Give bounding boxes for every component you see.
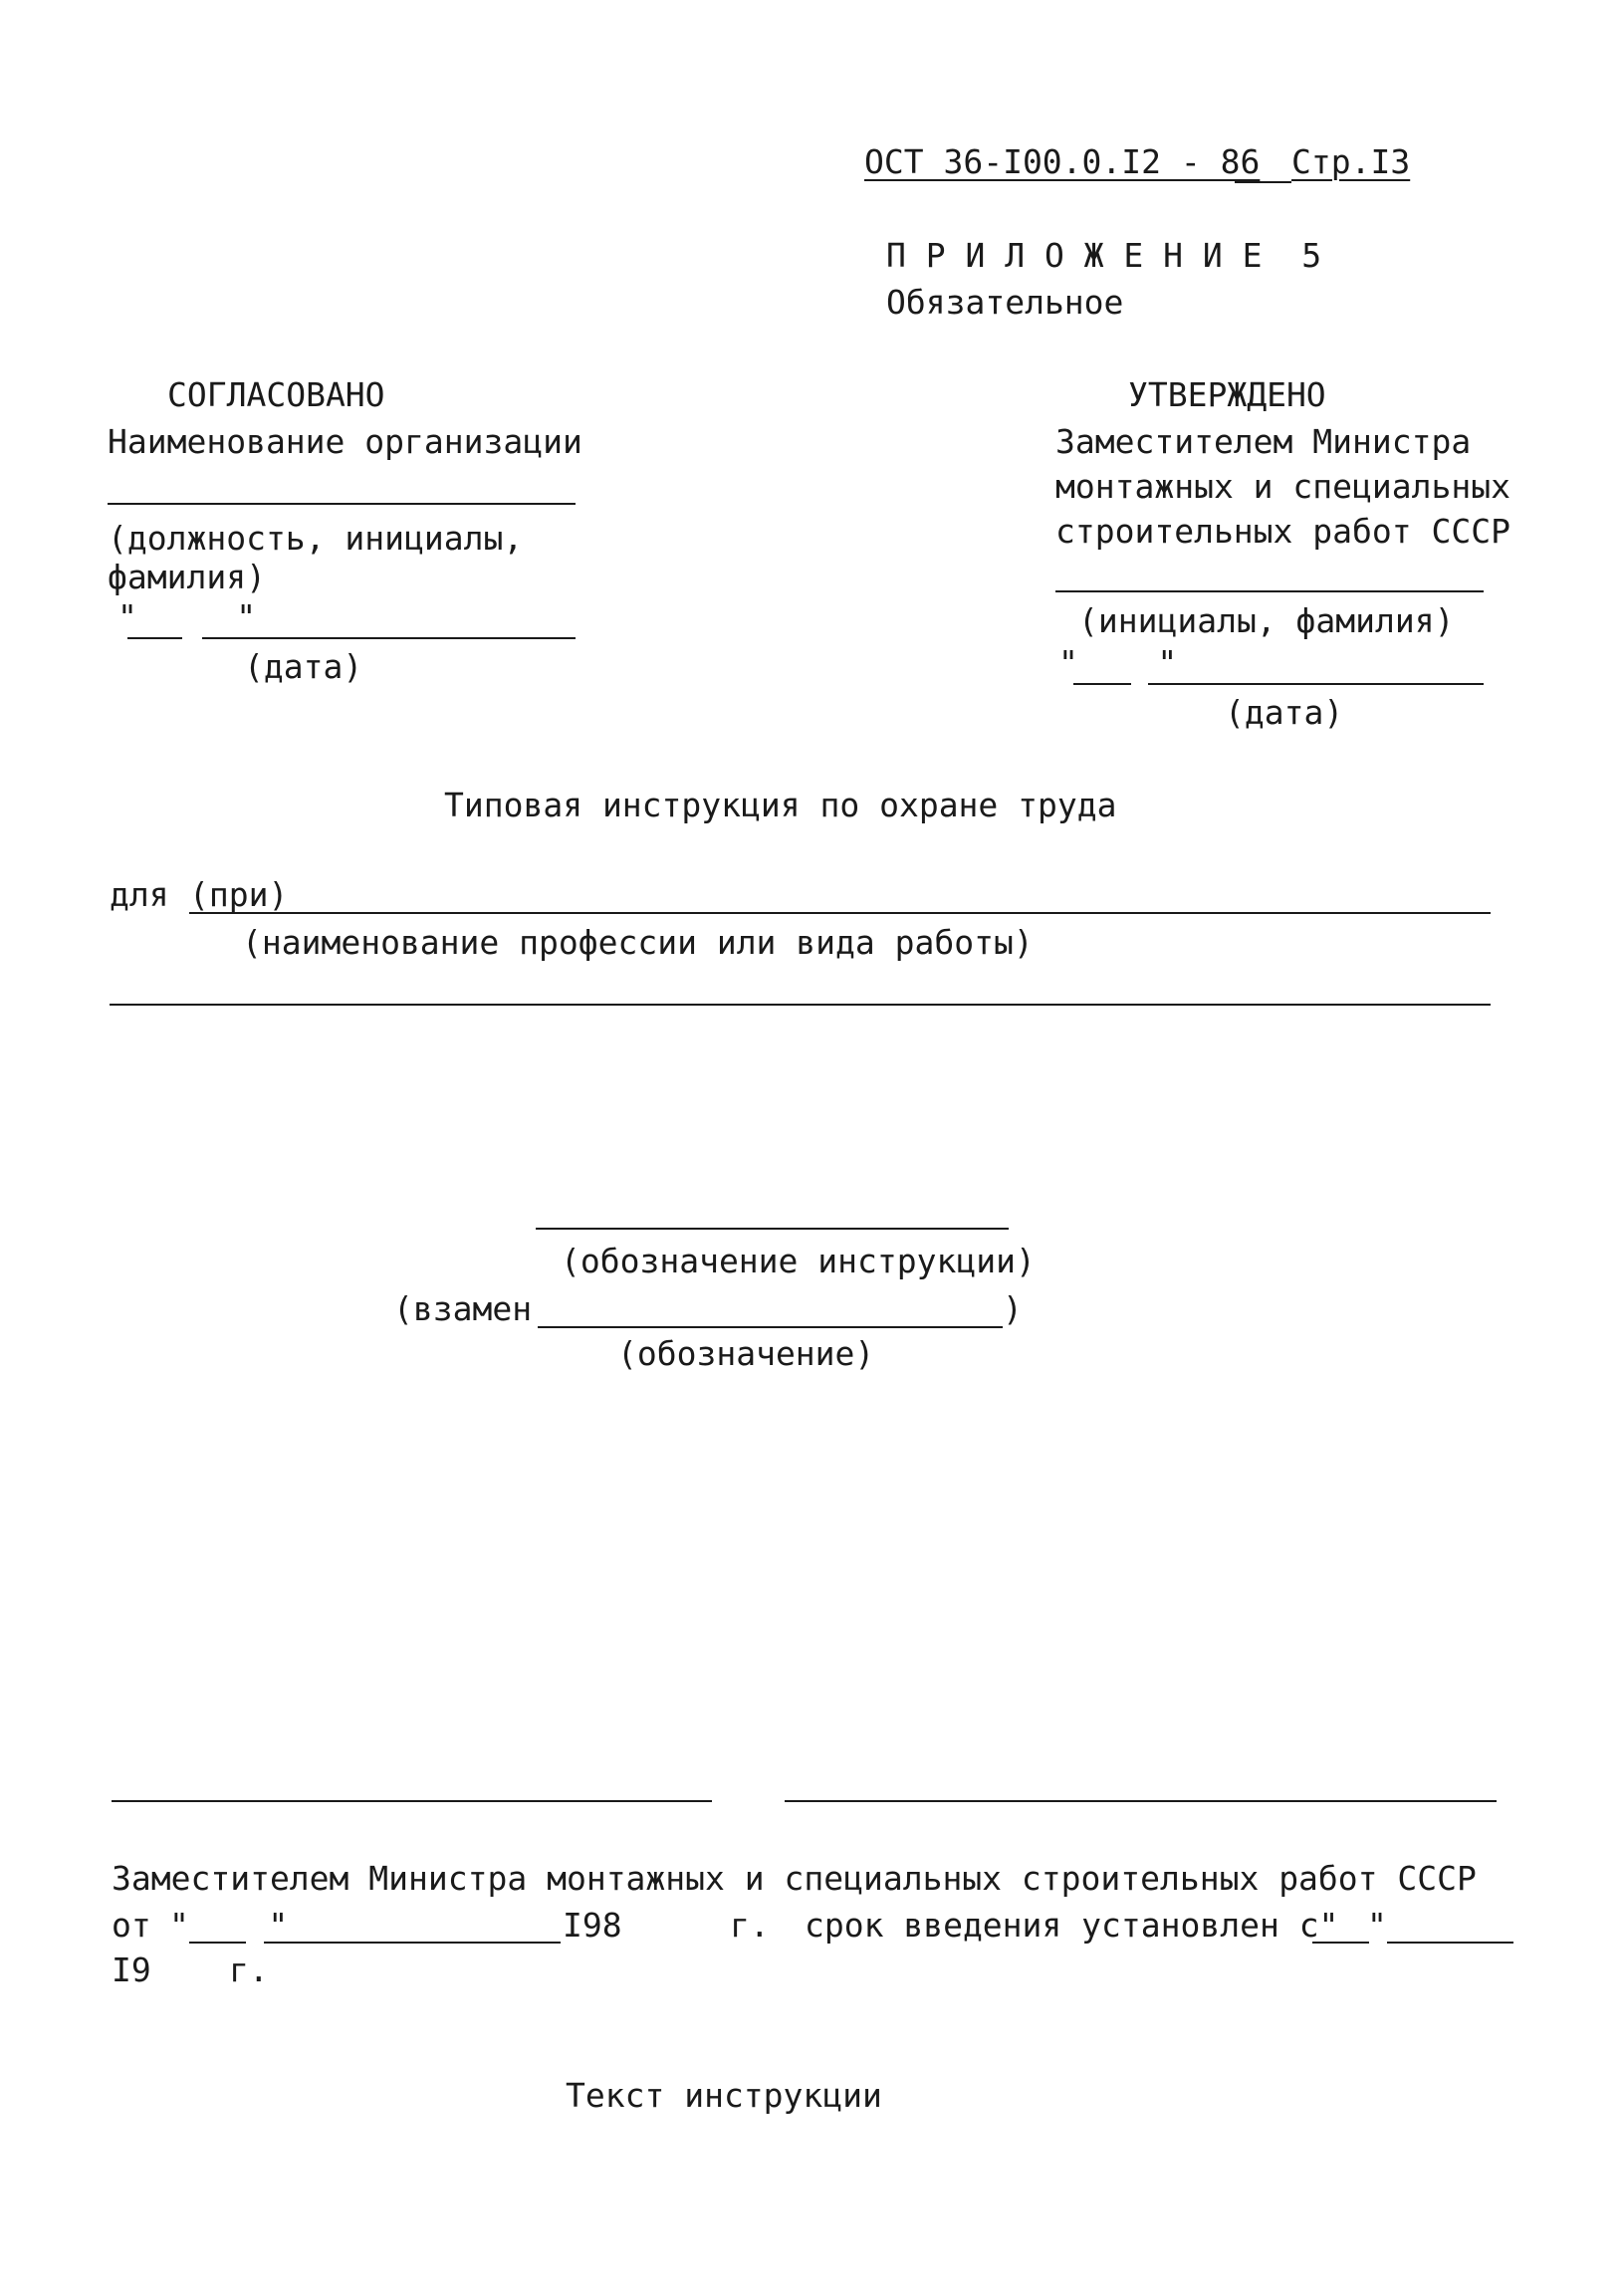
agreed-date-line xyxy=(202,637,576,639)
approved-date-caption: (дата) xyxy=(1225,693,1344,732)
footer-date-quotes: " " xyxy=(169,1906,289,1945)
agreed-date-quotes: " " xyxy=(117,597,257,636)
document-code: ОСТ 36-I00.0.I2 - 86 xyxy=(864,142,1261,181)
approved-line-2: монтажных и специальных xyxy=(1055,467,1510,506)
agreed-position-caption: (должность, инициалы, xyxy=(108,519,524,558)
footer-from-label: от xyxy=(112,1906,151,1945)
instruction-text-label: Текст инструкции xyxy=(566,2076,882,2115)
for-option: (при) xyxy=(189,875,289,914)
footer-year-prefix: I98 xyxy=(563,1906,622,1945)
appendix-type: Обязательное xyxy=(886,283,1124,322)
approved-initials-caption: (инициалы, фамилия) xyxy=(1078,601,1455,640)
designation-caption: (обозначение инструкции) xyxy=(561,1242,1036,1280)
approved-heading: УТВЕРЖДЕНО xyxy=(1128,375,1326,414)
replace-label: (взамен xyxy=(393,1289,533,1328)
approved-line-3: строительных работ СССР xyxy=(1055,512,1510,551)
replace-caption: (обозначение) xyxy=(617,1334,875,1373)
footer-effective-close-quote: " xyxy=(1367,1906,1387,1945)
header-underline-gap xyxy=(1235,181,1291,183)
footer-year2-suffix: г. xyxy=(229,1950,269,1989)
agreed-organization-label: Наименование организации xyxy=(108,422,582,461)
approved-signature-line xyxy=(1055,590,1484,592)
agreed-heading: СОГЛАСОВАНО xyxy=(167,375,385,414)
approved-line-1: Заместителем Министра xyxy=(1055,422,1472,461)
replace-close: ) xyxy=(1003,1289,1023,1328)
appendix-title: П Р И Л О Ж Е Н И Е 5 xyxy=(886,236,1322,275)
profession-caption: (наименование профессии или вида работы) xyxy=(242,923,1034,962)
footer-effective-month-line xyxy=(1387,1942,1513,1944)
approved-date-line xyxy=(1148,683,1484,685)
for-label: для xyxy=(110,875,169,914)
approved-day-line xyxy=(1073,683,1131,685)
footer-year2-prefix: I9 xyxy=(112,1950,151,1989)
replace-line xyxy=(538,1326,1003,1328)
agreed-position-line xyxy=(108,503,576,505)
instruction-title: Типовая инструкция по охране труда xyxy=(444,786,1117,824)
agreed-date-caption: (дата) xyxy=(244,647,363,686)
footer-effective-label: срок введения установлен с" xyxy=(805,1906,1339,1945)
designation-line xyxy=(536,1228,1009,1230)
agreed-surname-caption: фамилия) xyxy=(108,558,266,596)
page-number: Стр.I3 xyxy=(1291,142,1411,181)
footer-approved-by: Заместителем Министра монтажных и специальных строительных работ СССР xyxy=(112,1859,1477,1898)
footer-day-line xyxy=(189,1942,246,1944)
profession-second-line xyxy=(110,1004,1491,1006)
profession-line xyxy=(189,912,1491,914)
footer-effective-day-line xyxy=(1312,1942,1369,1944)
approved-date-quotes: " " xyxy=(1058,643,1178,682)
footer-signature-line-left xyxy=(112,1800,712,1802)
footer-signature-line-right xyxy=(785,1800,1497,1802)
footer-year-suffix: г. xyxy=(730,1906,770,1945)
footer-month-line xyxy=(264,1942,561,1944)
agreed-day-line xyxy=(127,637,182,639)
